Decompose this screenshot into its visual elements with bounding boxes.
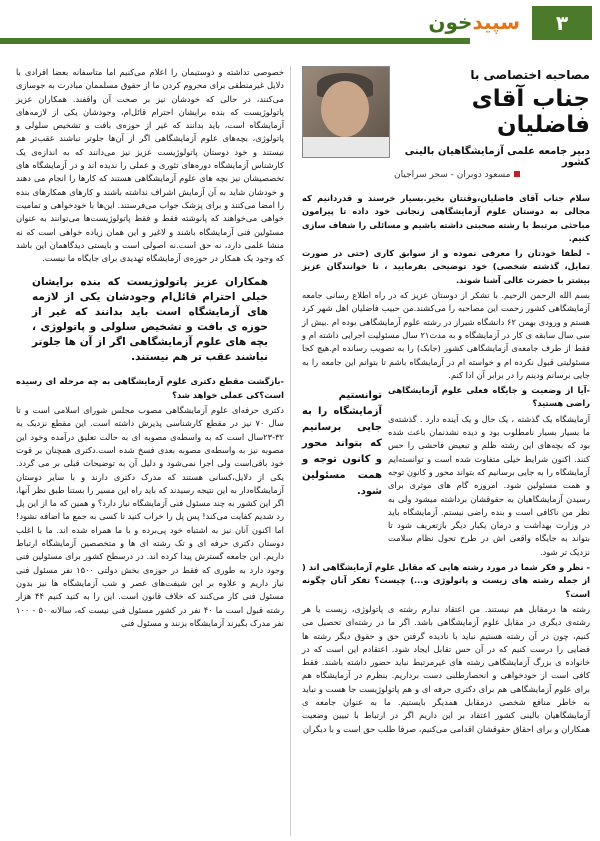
- left-paragraph-1: خصوصی تداشته و دوستیمان را اعلام می‌کنیم اما متاسفانه بعضا افرادی با دلایل غیرمنطقی برای محروم کردن ما از حقوق مسلممان مبادرت به جوسازی می‌کنند، در حالی که خودشان نیز بر صحت آن واقفند. همکاران عزیز پاتولوژیست که بنده برایشان احترام قائل‌ام، وجودشان یکی از لازمه‌های آزمایشگاه است، باید بدانند که غیر از حوزه‌ی بافت و تشخیص سلولی و پاتولوژی، بچه‌های علوم آزمایشگاهی اگر از آن‌ها جلوتر نباشند عقب‌تر هم نیستند و خود دوستان پاتولوژیست عزیز نیز می‌دانند که به اندازه‌ی یک کارشناس آزمایشگاه دوره‌های تئوری و عملی را ندیده اند و در آزمایشگاه های تخصصیشان نیز بچه های علوم آزمایشگاهی هستند که کارها را انجام می دهند و خودشان شاید به آن آزمایش اشراف نداشته باشند و کارهای همکارهای بنده را امضا می‌کنند و برای پزشک جواب می‌فرستند. این‌ها با خودخواهی و تمامیت خواهی می‌خواهند که پانوشته فقط و فقط پاتولوژیست‌ها می‌توانند به عنوان مسئولین فنی آزمایشگاه باشند و لاغیر و این همان زیاده خواهی است که نه منشا علمی دارد، نه حق است.نه اصولی است و بایستی دیدگاهمان این باشد که وجود یک همکار در حوزه‌ی آزمایشگاه تهدیدی برای جایگاه ما نیست.: [16, 67, 284, 264]
- magazine-logo: [428, 10, 520, 34]
- answer-3: رشته ها درمقابل هم نیستند. من اعتقاد ندارم رشته ی پاتولوژی، زیست یا هر رشته‌ی دیگری در مقابل علوم آزمایشگاهی باشد. اگر ما در رشته‌ای تحصیل می کنیم، چون در آن رشته هستیم نباید با نادیده گرفتن حق و حقوق دیگر رشته ها فضایی را درست کنیم که در آن حس تقابل ایجاد شود. اعتقادم این است که در خانواده ی بزرگ آزمایشگاهی رشته های غیرمرتبط نباید حضور داشته باشند. فقط کافی است از خودخواهی و انحصارطلبی دست برداریم. بنظرم در آزمایشگاه هم برای علوم آزمایشگاهی هم برای دکتری حرفه ای و هم پاتولوژیست جا هست و نباید به خاطر منافع شخصی درمقابل همدیگر بایستیم. ما به عنوان جامعه ی آزمایشگاهیان بالینی کشور اعتقاد بر این داریم اگر در ارتباط با تبیین وضعیت همکاران و برای احقاق حقوقشان اقدامی می‌کنیم، صرفا طلب حق است و با دیگران: [302, 603, 590, 734]
- page-number: ۳: [532, 6, 592, 40]
- pull-quote: همکاران عزیز پاتولوژیست که بنده برایشان خیلی احترام قائل‌ام وجودشان یکی از لازمه های آزمایشگاه است باید بدانند که غیر از حوزه ی بافت و تشخیص سلولی و پاتولوژی ، بچه های علوم آزمایشگاهی اگر از آن ها جلوتر نباشند عقب تر هم نیستند.: [32, 276, 268, 364]
- side-pull-quote: توانستیم آزمایشگاه را به جایی برسانیم که بتواند محور و کانون توجه و همت مسئولین شود.: [302, 390, 382, 498]
- left-paragraph-2: دکتری حرفه‌ای علوم آزمایشگاهی مصوب مجلس شورای اسلامی است و تا سال ۷۰ نیز در مقطع کارشناسی پذیرش داشته است. این مقطع نزدیک به ۳۲-۲۳سال است که به واسطه‌ی مصوبه ای به حالت تعلیق درآمده وخود این مصوبه نیز به واسطه‌ی مصوبه بعدی فسخ شده است.دکتری همچنان بر قوت خود باقی‌است ولی اجرا نمی‌شود و دلیل آن به توضیحات قبلی بر می گردد. یکی از دلایل،کسانی هستند که مدرک دکتری دارند و با سایر دوستان آزمایشگاه‌دار به این نتیجه رسیدند که باید راه این مسیر را بستنا طبق نظر آنها، اگر این کشور به چند مسئول فنی آزمایشگاه نیاز دارد؟ و همین که ما از این پل رد شدیم کفایت می‌کند! پس پل را خراب کنید تا کسی به جمع ما اضافه نشود! اما اکنون آنان نیز به اشتباه خود پی‌برده و با ما همراه شده اند. ما با اغلب دوستان دکتری حرفه ای و تک رشته ای ها و متخصصین آزمایشگاه ارتباط داریم. این جامعه گسترش پیدا کرده اند. در درسطح کشور برای مسئولین فنی وجود دارد به طوری که فقط در حوزه‌ی بخش دولتی ۱۵۰۰ نفر مسئول فنی نیاز داریم و علاوه بر این شیفت‌های عصر و شب آزمایشگاه ها نیز بدون مسئول فنی کار می‌کنند که خلاف قانون است. این را به کنید کنیم ۴۴ هزار رشته قبول است ما ۴۰ نفر در کشور مسئول فنی نیست که، سالانه ۵۰ - ۱۰۰ نفر مدرک بگیرند آزمایشگاه بزنند و مسئول فنی: [15, 405, 285, 628]
- photo-face: [321, 81, 369, 137]
- photo-shirt: [303, 137, 389, 157]
- question-3: - نظر و فکر شما در مورد رشته هایی که مقابل علوم آزمایشگاهی اند ( از جمله رشته های زیست و پاتولوژی و...) چیست؟ تفکر آنان چگونه است؟: [302, 562, 590, 599]
- article-title: جناب آقای فاضلیان: [471, 86, 590, 138]
- interviewee-photo: [302, 66, 390, 158]
- intro-paragraph: سلام جناب آقای فاضلیان،وقتتان بخیر.بسیار خرسند و قدردانیم که مجالی به دوستان علوم آزمایشگاهی زنجانی خود داده تا پیرامون مباحثی مرتبط با رشته صحبتی داشته باشیم و مسائلی را شفاف سازی کنیم.: [302, 193, 590, 243]
- article-kicker: مصاحبه اختصاصی با: [470, 68, 590, 82]
- q2-text: [388, 384, 590, 561]
- left-column: [16, 66, 284, 632]
- answer-1: بسم الله الرحمن الرحیم. با تشکر از دوستان عزیز که در راه اطلاع رسانی جامعه آزمایشگاهی کشور زحمت این مصاحبه را می‌کشند.من حبیب فاضلیان اهل شهر کرد هستم و ورودی بهمن ۶۲ دانشگاه شیراز در رشته علوم آزمایشگاهی بوده ام .بیش از سی سال سابقه ی کار در آزمایشگاه و به مدت۲۱ سال مسئولیت اجرایی داشته ام و فقط از طرف جامعه‌ی آزمایشگاهی کشور (جابک) را به تصویب رسانده ام.هیچ کجا مسئولیتی قبول نکرده ام و خواسته ام در آزمایشگاه باشم تا بتوانم این جامعه را به جایی برسانم ودینم را در برابر آن ادا کنم.: [302, 290, 590, 380]
- article-subtitle: دبیر جامعه علمی آزمایشگاهیان بالینی کشور: [404, 146, 590, 168]
- answer-2: آزمایشگاه یک گذشته ، یک حال و یک آینده دارد . گذشته‌ی ما بسیار بسیار نامطلوب بود و دیده نشدنمان باعث شده بود که بچه‌های این رشته ظلم و تبعیض فاحشی را حس کنند. اکنون شرایط خیلی متفاوت شده است و توانسته‌ایم آزمایشگاه را به جایی برسانیم که بتواند محور و کانون توجه و همت مسئولین شود. امروزه گام های موثری برای رسیدن آزمایشگاهیان به حقوقشان برداشته میشود ولی به نظر من ناکافی است و بنده راضی نیستم. آزمایشگاه باید در وزارت بهداشت و درمان یکبار دیگر بازتعریف شود تا بتواند به جایگاه واقعی اش در طرح تحول نظام سلامت نزدیک تر شود.: [388, 413, 590, 557]
- author-byline: مسعود دوبران - سحر سراجیان: [394, 170, 520, 180]
- title-block: [390, 66, 590, 168]
- logo-part-2: سپید: [472, 10, 520, 34]
- q2-block: [302, 384, 590, 561]
- header-green-stripe: [0, 38, 470, 44]
- article-title-area: [302, 66, 590, 186]
- right-column: [302, 192, 590, 738]
- question-2: -آیا از وضعیت و جایگاه فعلی علوم آزمایشگاهی راضی هستید؟: [388, 385, 590, 409]
- column-divider: [290, 66, 291, 836]
- left-question: -بازگشت مقطع دکتری علوم آزمایشگاهی به چه مرحله ای رسیده است؟کی عملی خواهد شد؟: [16, 376, 284, 400]
- logo-part-1: خون: [428, 10, 473, 34]
- question-1: - لطفا خودتان را معرفی نموده و از سوابق کاری (حتی در صورت تمایل، گذشته شخصی) خود توضیحی بفرمایید ، تا خوانندگان عزیز بیشتر با حضرت عالی آشنا شوند.: [302, 248, 590, 285]
